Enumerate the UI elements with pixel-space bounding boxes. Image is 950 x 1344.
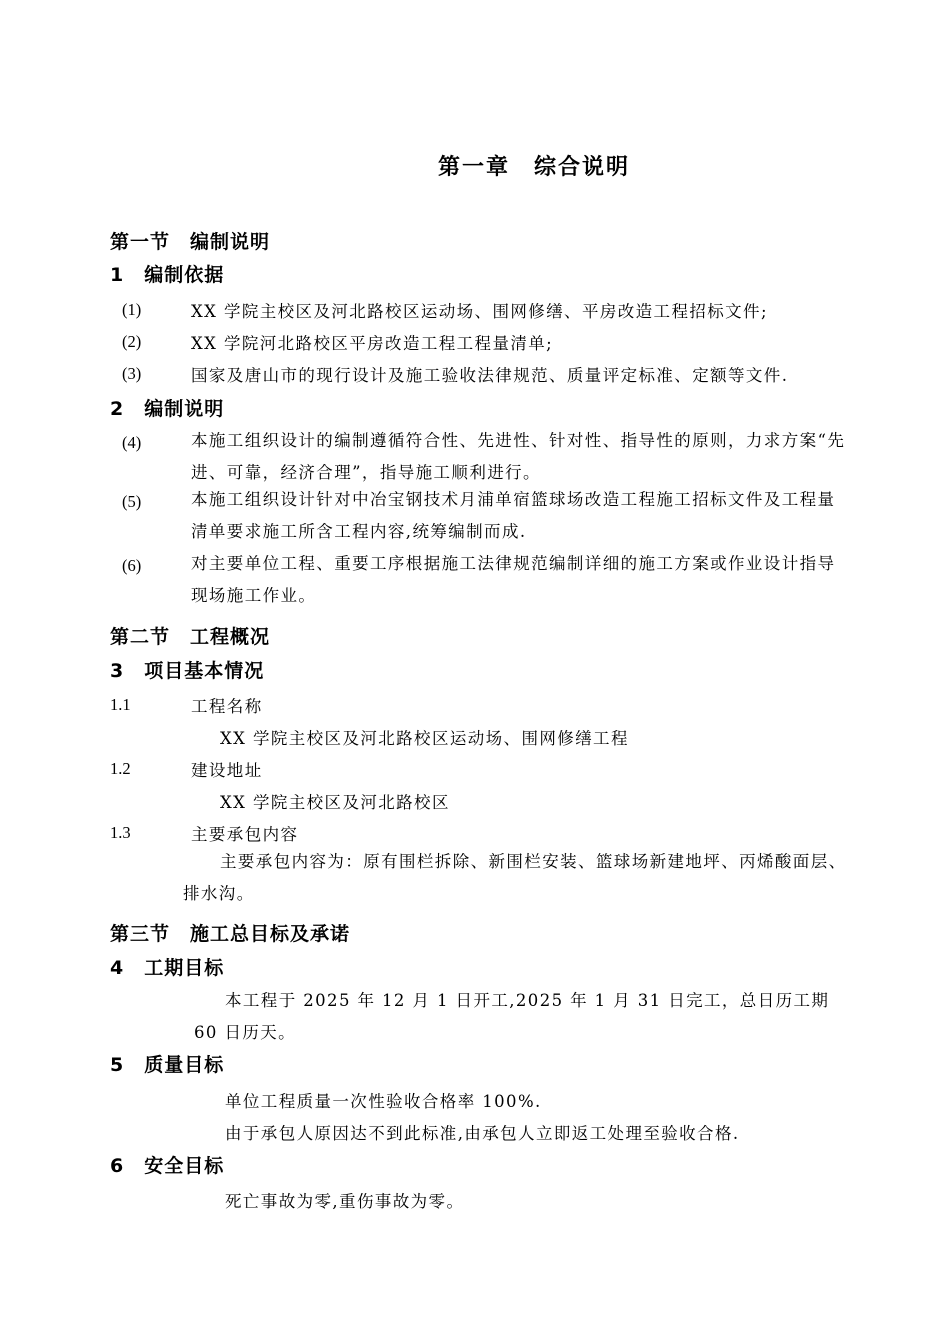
row-number: 1.1 (110, 695, 131, 714)
paragraph: 由于承包人原因达不到此标准,由承包人立即返工处理至验收合格. (225, 1124, 740, 1143)
paragraph: 单位工程质量一次性验收合格率 100%. (225, 1092, 542, 1111)
row-value: 主要承包内容为：原有围栏拆除、新围栏安装、篮球场新建地坪、丙烯酸面层、排水沟。 (183, 852, 847, 903)
section-title-2: 第二节 工程概况 (110, 626, 271, 648)
row-number: 1.3 (110, 823, 131, 842)
heading-4: 4 工期目标 (110, 957, 225, 979)
item-number: (6) (122, 556, 142, 575)
item-text: XX 学院河北路校区平房改造工程工程量清单; (191, 334, 554, 353)
chapter-title: 第一章 综合说明 (438, 155, 631, 180)
section-title-1: 第一节 编制说明 (110, 231, 271, 253)
row-number: 1.2 (110, 759, 131, 778)
item-number: (1) (122, 300, 142, 319)
item-text: 对主要单位工程、重要工序根据施工法律规范编制详细的施工方案或作业设计指导现场施工作业。 (191, 554, 836, 605)
heading-5: 5 质量目标 (110, 1054, 225, 1076)
item-text: 本施工组织设计的编制遵循符合性、先进性、针对性、指导性的原则，力求方案“先进、可靠，经济合理”，指导施工顺利进行。 (191, 431, 846, 482)
item-text: 国家及唐山市的现行设计及施工验收法律规范、质量评定标准、定额等文件. (191, 366, 789, 385)
row-value: XX 学院主校区及河北路校区 (220, 793, 450, 812)
item-text: XX 学院主校区及河北路校区运动场、围网修缮、平房改造工程招标文件; (191, 302, 768, 321)
item-number: (5) (122, 492, 142, 511)
heading-6: 6 安全目标 (110, 1155, 225, 1177)
row-label: 建设地址 (191, 761, 263, 780)
heading-3: 3 项目基本情况 (110, 660, 265, 682)
item-number: (4) (122, 433, 142, 452)
paragraph: 死亡事故为零,重伤事故为零。 (225, 1192, 465, 1211)
row-label: 工程名称 (191, 697, 263, 716)
heading-1: 1 编制依据 (110, 264, 225, 286)
item-number: (3) (122, 364, 142, 383)
item-text: 本施工组织设计针对中冶宝钢技术月浦单宿篮球场改造工程施工招标文件及工程量清单要求施工所含工程内容,统筹编制而成. (191, 490, 836, 541)
paragraph: 本工程于 2025 年 12 月 1 日开工,2025 年 1 月 31 日完工，总日历工期 60 日历天。 (194, 991, 830, 1042)
item-number: (2) (122, 332, 142, 351)
heading-2: 2 编制说明 (110, 398, 225, 420)
section-title-3: 第三节 施工总目标及承诺 (110, 923, 351, 945)
row-value: XX 学院主校区及河北路校区运动场、围网修缮工程 (220, 729, 629, 748)
row-label: 主要承包内容 (191, 825, 299, 844)
